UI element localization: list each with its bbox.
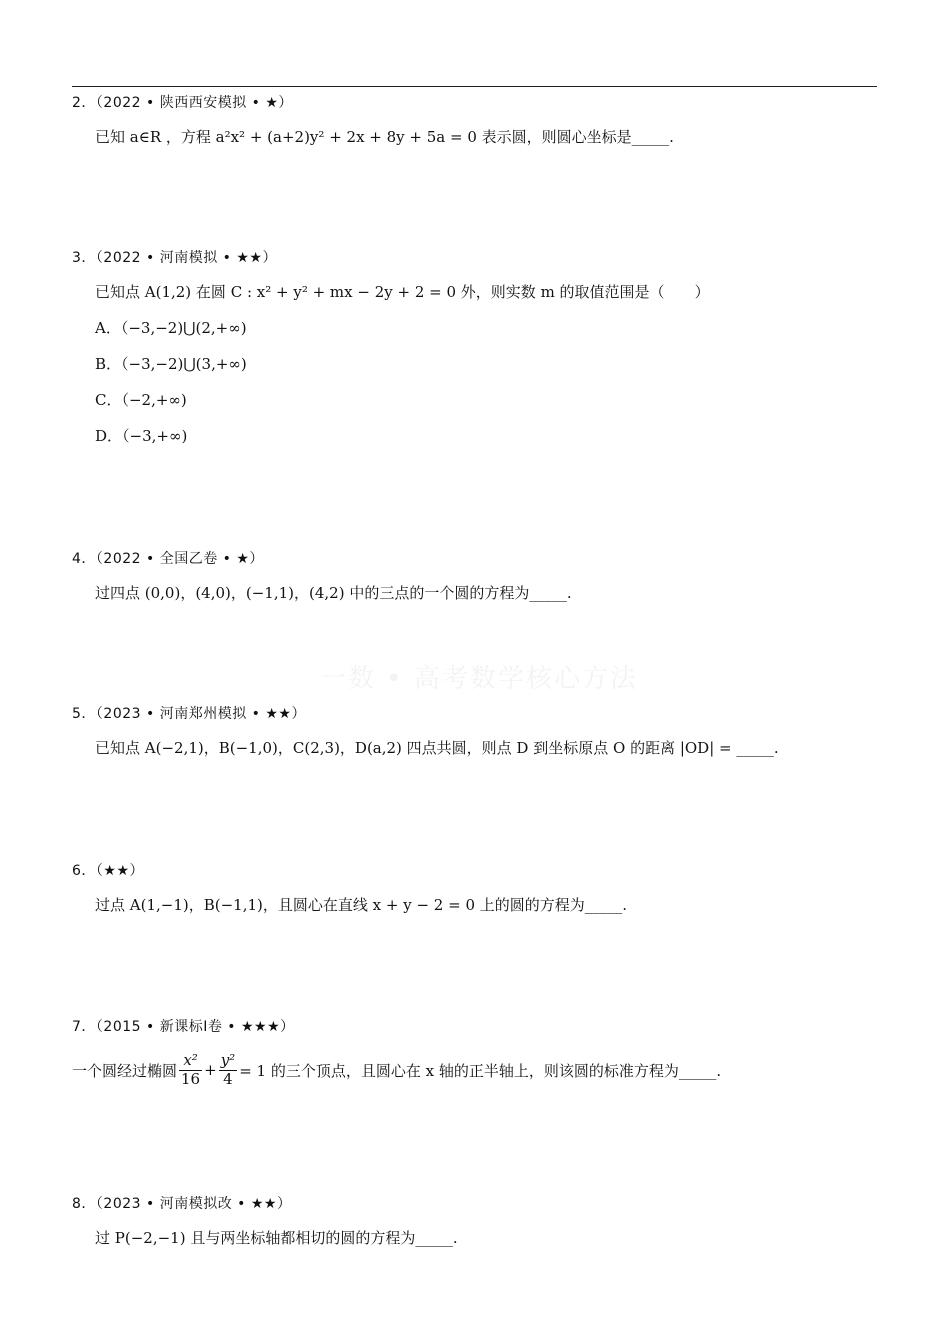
fraction-denominator: 16 — [181, 1069, 201, 1088]
question-header: 6．（★★） — [72, 863, 145, 879]
question-header: 4．（2022 • 全国乙卷 • ★） — [72, 551, 264, 567]
question-text-suffix: = 1 的三个顶点，且圆心在 x 轴的正半轴上，则该圆的标准方程为_____. — [239, 1061, 722, 1080]
question-text: 过四点 (0,0)，(4,0)，(−1,1)，(4,2) 中的三点的一个圆的方程为_____. — [95, 584, 572, 602]
question-header: 7．（2015 • 新课标Ⅰ卷 • ★★★） — [72, 1019, 295, 1035]
question-text: 已知点 A(1,2) 在圆 C : x² + y² + mx − 2y + 2 = 0 外，则实数 m 的取值范围是（ ） — [95, 283, 710, 301]
option-a: A．（−3,−2)⋃(2,+∞) — [95, 319, 247, 337]
option-c: C．（−2,+∞) — [95, 391, 187, 409]
question-text: 过点 A(1,−1)，B(−1,1)，且圆心在直线 x + y − 2 = 0 上的圆的方程为_____. — [95, 896, 628, 914]
fraction-denominator: 4 — [223, 1069, 233, 1088]
top-rule — [72, 86, 877, 87]
question-header: 3．（2022 • 河南模拟 • ★★） — [72, 250, 277, 266]
fraction-x2-over-16 — [179, 1052, 202, 1088]
option-d: D．（−3,+∞) — [95, 427, 188, 445]
question-text: 已知 a∈R ，方程 a²x² + (a+2)y² + 2x + 8y + 5a = 0 表示圆，则圆心坐标是_____. — [95, 128, 674, 146]
fraction-numerator: x² — [179, 1052, 202, 1070]
question-text-prefix: 一个圆经过椭圆 — [72, 1061, 178, 1080]
question-header: 2．（2022 • 陕西西安模拟 • ★） — [72, 95, 293, 111]
option-b: B．（−3,−2)⋃(3,+∞) — [95, 355, 247, 373]
question-text: 已知点 A(−2,1)，B(−1,0)，C(2,3)，D(a,2) 四点共圆，则点 D 到坐标原点 O 的距离 |OD| = _____. — [95, 739, 779, 757]
question-header: 8．（2023 • 河南模拟改 • ★★） — [72, 1196, 292, 1212]
plus-sign: + — [204, 1061, 217, 1079]
question-header: 5．（2023 • 河南郑州模拟 • ★★） — [72, 706, 306, 722]
question-text — [72, 1048, 721, 1092]
fraction-y2-over-4 — [219, 1052, 238, 1088]
fraction-numerator: y² — [220, 1051, 236, 1070]
question-text: 过 P(−2,−1) 且与两坐标轴都相切的圆的方程为_____. — [95, 1229, 458, 1247]
watermark: 一数 • 高考数学核心方法 — [320, 664, 638, 694]
